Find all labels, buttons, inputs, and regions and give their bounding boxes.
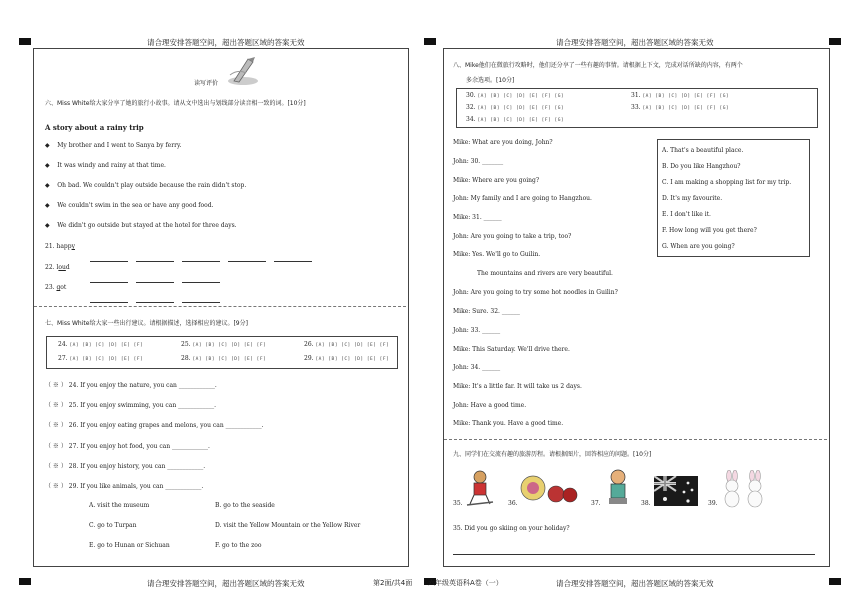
q7-question: （ ※ ） 27. If you enjoy hot food, you can ____________. <box>45 443 210 450</box>
child-picture <box>603 468 633 506</box>
australia-flag-picture <box>654 476 698 506</box>
q6-title: 六、Miss White给大家分享了她的旅行小故事。请从文中选出与划线部分读音相一致的词。[10分] <box>45 100 306 107</box>
q9-title: 九、同学们在交流有趣的旅游历程。请根据图片，回答相应的问题。[10分] <box>453 451 652 458</box>
dialogue-line: John: Have a good time. <box>453 402 527 409</box>
choice-d: D. It's my favourite. <box>662 195 723 202</box>
exam-name: 六年级英语科A卷（一） <box>428 579 503 587</box>
registration-mark <box>19 578 31 585</box>
footer-notice-left: 请合理安排答题空间，超出答题区域的答案无效 <box>147 579 305 588</box>
q35-answer-line[interactable] <box>453 554 815 555</box>
registration-mark <box>829 578 841 585</box>
choice-f: F. How long will you get there? <box>662 227 757 234</box>
q7-question: （ ※ ） 26. If you enjoy eating grapes and melons, you can ____________. <box>45 422 264 429</box>
pic-number: 38. <box>641 500 651 507</box>
registration-mark <box>829 38 841 45</box>
registration-mark <box>19 38 31 45</box>
q23-row: 23. got <box>45 284 67 291</box>
dialogue-line[interactable]: Mike: Sure. 32. ______ <box>453 308 520 315</box>
choice-g: G. When are you going? <box>662 243 735 250</box>
section-divider <box>34 306 406 307</box>
grid-cell[interactable]: 32. [A] [B] [C] [D] [E] [F] [G] <box>466 104 565 111</box>
q35-question: 35. Did you go skiing on your holiday? <box>453 525 570 532</box>
bullet-item: ◆ My brother and I went to Sanya by ferry. <box>45 142 182 149</box>
q22-blanks[interactable] <box>90 264 222 283</box>
grid-cell[interactable]: 30. [A] [B] [C] [D] [E] [F] [G] <box>466 92 565 99</box>
grid-cell[interactable]: 28. [A] [B] [C] [D] [E] [F] <box>181 355 267 362</box>
q8-title-line2: 多余选项。[10分] <box>466 77 515 84</box>
q7-question: （ ※ ） 24. If you enjoy the nature, you can ____________. <box>45 382 217 389</box>
q7-question: （ ※ ） 25. If you enjoy swimming, you can ____________. <box>45 402 216 409</box>
dialogue-line[interactable]: John: 30. _______ <box>453 158 504 165</box>
choice-c: C. I am making a shopping list for my trip. <box>662 179 792 186</box>
header-notice-left: 请合理安排答题空间，超出答题区域的答案无效 <box>147 38 305 47</box>
bullet-item: ◆ Oh bad. We couldn't play outside because the rain didn't stop. <box>45 182 247 189</box>
option-c: C. go to Turpan <box>89 522 137 529</box>
pen-illustration <box>226 55 260 87</box>
rabbits-picture <box>720 470 768 508</box>
bullet-text: It was windy and rainy at that time. <box>57 162 166 169</box>
grid-cell[interactable]: 25. [A] [B] [C] [D] [E] [F] <box>181 341 267 348</box>
grid-cell[interactable]: 27. [A] [B] [C] [D] [E] [F] <box>58 355 144 362</box>
bullet-item: ◆ We didn't go outside but stayed at the hotel for three days. <box>45 222 237 229</box>
q23-blanks[interactable] <box>90 284 222 303</box>
dialogue-line[interactable]: John: 33. ______ <box>453 327 501 334</box>
bullet-text: We didn't go outside but stayed at the hotel for three days. <box>57 222 237 229</box>
skier-picture <box>465 469 495 507</box>
section-divider <box>444 439 827 440</box>
grid-cell[interactable]: 24. [A] [B] [C] [D] [E] [F] <box>58 341 144 348</box>
story-title: A story about a rainy trip <box>45 123 144 132</box>
food-picture <box>519 474 579 506</box>
dialogue-line: John: Are you going to take a trip, too? <box>453 233 572 240</box>
grid-cell[interactable]: 31. [A] [B] [C] [D] [E] [F] [G] <box>631 92 730 99</box>
choice-e: E. I don't like it. <box>662 211 711 218</box>
pic-number: 37. <box>591 500 601 507</box>
bullet-text: Oh bad. We couldn't play outside because the rain didn't stop. <box>57 182 247 189</box>
choice-b: B. Do you like Hangzhou? <box>662 163 741 170</box>
option-d: D. visit the Yellow Mountain or the Yellow River <box>215 522 361 529</box>
bullet-item: ◆ We couldn't swim in the sea or have any good food. <box>45 202 214 209</box>
bullet-item: ◆ It was windy and rainy at that time. <box>45 162 166 169</box>
q7-question: （ ※ ） 28. If you enjoy history, you can ____________. <box>45 463 206 470</box>
option-e: E. go to Hunan or Sichuan <box>89 542 170 549</box>
dialogue-line: The mountains and rivers are very beautiful. <box>477 270 613 277</box>
dialogue-line: Mike: It's a little far. It will take us 2 days. <box>453 383 582 390</box>
dialogue-line[interactable]: John: 34. ______ <box>453 364 501 371</box>
dialogue-line: Mike: Where are you going? <box>453 177 540 184</box>
option-b: B. go to the seaside <box>215 502 275 509</box>
registration-mark <box>424 38 436 45</box>
bullet-text: My brother and I went to Sanya by ferry. <box>57 142 182 149</box>
dialogue-line[interactable]: Mike: 31. ______ <box>453 214 502 221</box>
footer-notice-right: 请合理安排答题空间，超出答题区域的答案无效 <box>556 579 714 588</box>
grid-cell[interactable]: 26. [A] [B] [C] [D] [E] [F] <box>304 341 390 348</box>
header-notice-right: 请合理安排答题空间，超出答题区域的答案无效 <box>556 38 714 47</box>
pic-number: 39. <box>708 500 718 507</box>
option-f: F. go to the zoo <box>215 542 262 549</box>
dialogue-line: Mike: This Saturday. We'll drive there. <box>453 346 570 353</box>
pic-number: 35. <box>453 500 463 507</box>
q7-question: （ ※ ） 29. If you like animals, you can ____________. <box>45 483 204 490</box>
q7-title: 七、Miss White给大家一些出行建议。请根据描述，选择相应的建议。[9分] <box>45 320 248 327</box>
dialogue-line: Mike: What are you doing, John? <box>453 139 553 146</box>
q21-row: 21. happy <box>45 243 75 250</box>
option-a: A. visit the museum <box>89 502 150 509</box>
dialogue-line: Mike: Yes. We'll go to Guilin. <box>453 251 541 258</box>
dialogue-line: Mike: Thank you. Have a good time. <box>453 420 564 427</box>
grid-cell[interactable]: 29. [A] [B] [C] [D] [E] [F] <box>304 355 390 362</box>
q21-blanks[interactable] <box>90 243 314 262</box>
q22-row: 22. loud <box>45 264 70 271</box>
section-label: 读写评价 <box>194 80 219 87</box>
bullet-text: We couldn't swim in the sea or have any good food. <box>57 202 214 209</box>
page-number: 第2面/共4面 <box>373 579 413 587</box>
grid-cell[interactable]: 33. [A] [B] [C] [D] [E] [F] [G] <box>631 104 730 111</box>
q8-title-line1: 八、Mike他们在微旅行攻略时，他们还分享了一些有趣的事情。请根据上下文，完成对话所缺的内容，有两个 <box>453 62 743 69</box>
pic-number: 36. <box>508 500 518 507</box>
choice-a: A. That's a beautiful place. <box>662 147 744 154</box>
dialogue-line: John: My family and I are going to Hangzhou. <box>453 195 592 202</box>
grid-cell[interactable]: 34. [A] [B] [C] [D] [E] [F] [G] <box>466 116 565 123</box>
dialogue-line: John: Are you going to try some hot noodles in Guilin? <box>453 289 618 296</box>
